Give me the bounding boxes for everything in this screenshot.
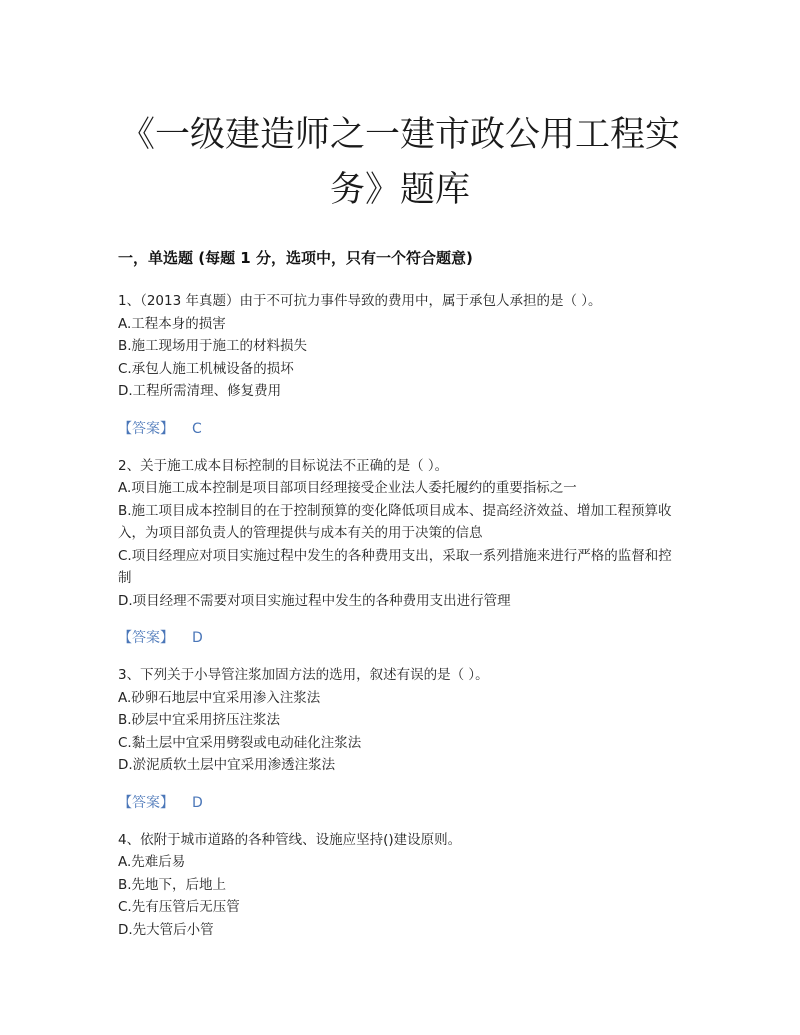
question-list <box>118 290 684 941</box>
answer-line <box>118 628 684 648</box>
question-stem: 4、依附于城市道路的各种管线、设施应坚持()建设原则。 <box>118 831 462 848</box>
option-c: C.项目经理应对项目实施过程中发生的各种费用支出，采取一系列措施来进行严格的监督和控制 <box>118 547 672 586</box>
question-3 <box>118 664 684 813</box>
option-d: D.工程所需清理、修复费用 <box>118 383 282 399</box>
question-stem: 2、关于施工成本目标控制的目标说法不正确的是（ ）。 <box>118 457 449 474</box>
answer-label: 【答案】 <box>118 794 174 811</box>
answer-line <box>118 419 684 439</box>
question-1 <box>118 290 684 439</box>
option-d: D.先大管后小管 <box>118 921 214 938</box>
option-a: A.工程本身的损害 <box>118 315 226 332</box>
answer-line <box>118 793 684 813</box>
answer-label: 【答案】 <box>118 630 174 646</box>
option-b: B.先地下，后地上 <box>118 876 227 893</box>
option-b: B.施工项目成本控制目的在于控制预算的变化降低项目成本、提高经济效益、增加工程预算收入，为项目部负责人的管理提供与成本有关的用于决策的信息 <box>118 502 672 541</box>
option-b: B.施工现场用于施工的材料损失 <box>118 338 308 354</box>
option-c: C.先有压管后无压管 <box>118 899 240 915</box>
question-4 <box>118 829 684 942</box>
answer-value: D <box>192 630 203 646</box>
answer-label: 【答案】 <box>118 420 174 437</box>
option-c: C.承包人施工机械设备的损坏 <box>118 360 294 377</box>
question-stem: 1、（2013 年真题）由于不可抗力事件导致的费用中，属于承包人承担的是（ ）。 <box>118 293 602 309</box>
document-title: 《一级建造师之一建市政公用工程实务》题库 <box>119 115 680 210</box>
answer-value: C <box>192 420 202 437</box>
question-stem: 3、下列关于小导管注浆加固方法的选用，叙述有误的是（ ）。 <box>118 667 489 683</box>
option-d: D.项目经理不需要对项目实施过程中发生的各种费用支出进行管理 <box>118 592 511 609</box>
option-c: C.黏土层中宜采用劈裂或电动硅化注浆法 <box>118 734 362 751</box>
section-heading: 一，单选题 (每题 1 分，选项中，只有一个符合题意) <box>118 249 473 267</box>
answer-value: D <box>192 794 203 811</box>
option-b: B.砂层中宜采用挤压注浆法 <box>118 712 281 728</box>
option-a: A.先难后易 <box>118 854 186 870</box>
option-a: A.项目施工成本控制是项目部项目经理接受企业法人委托履约的重要指标之一 <box>118 480 577 496</box>
option-d: D.淤泥质软土层中宜采用渗透注浆法 <box>118 757 336 773</box>
question-2 <box>118 455 684 649</box>
option-a: A.砂卵石地层中宜采用渗入注浆法 <box>118 689 321 706</box>
